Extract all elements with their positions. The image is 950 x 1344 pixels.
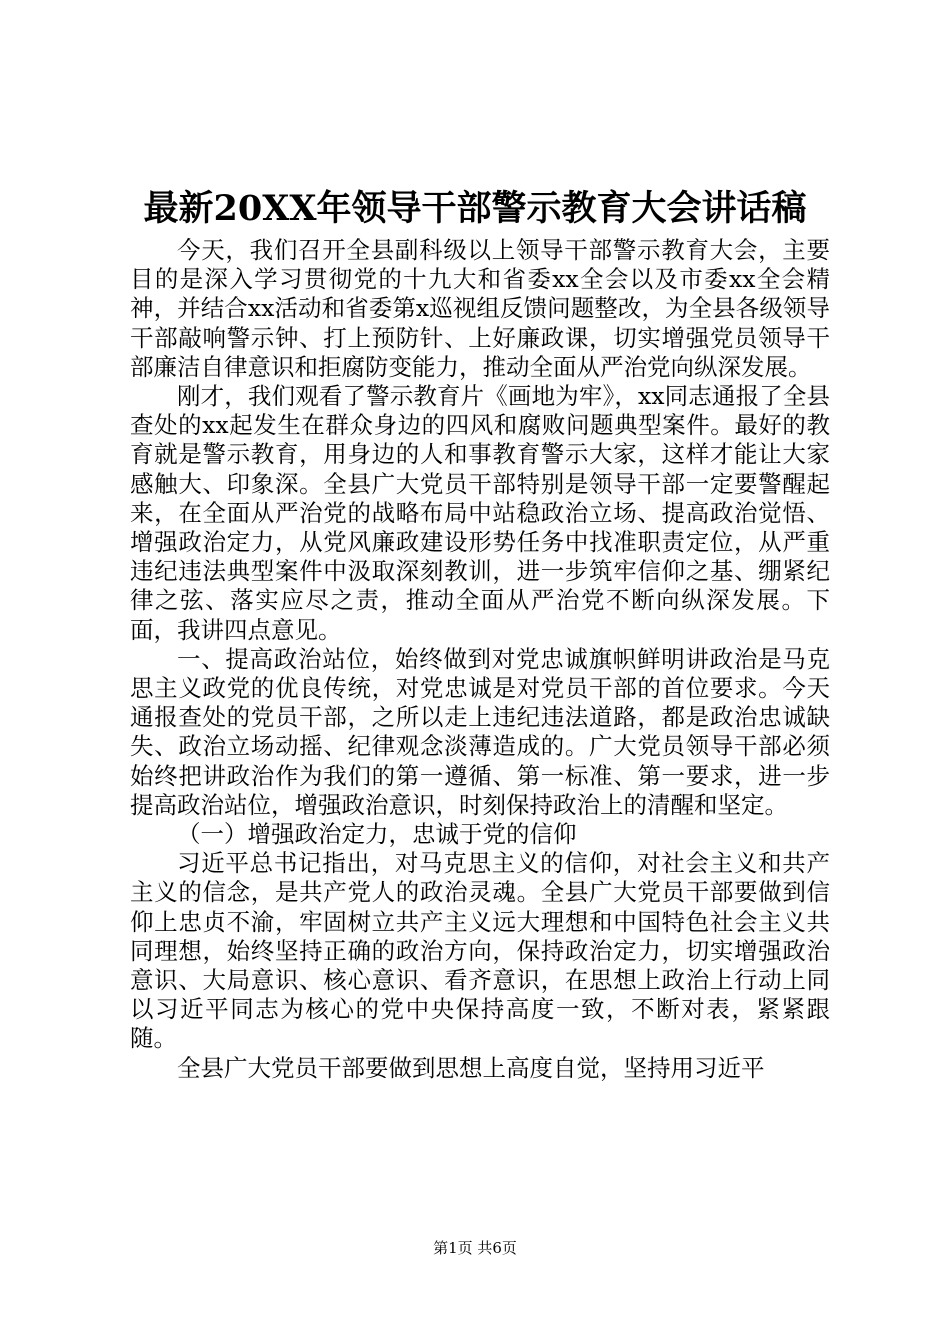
paragraph-faith: 习近平总书记指出，对马克思主义的信仰，对社会主义和共产主义的信念，是共产党人的政治灵魂。全县广大党员干部要做到信仰上忠贞不渝，牢固树立共产主义远大理想和中国特色社会主义共同理想，始终坚持正确的政治方向，保持政治定力，切实增强政治意识、大局意识、核心意识、看齐意识，在思想上政治上行动上同以习近平同志为核心的党中央保持高度一致，不断对表，紧紧跟随。 xyxy=(130,849,830,1053)
paragraph-section-one: 一、提高政治站位，始终做到对党忠诚旗帜鲜明讲政治是马克思主义政党的优良传统，对党忠诚是对党员干部的首位要求。今天通报查处的党员干部，之所以走上违纪违法道路，都是政治忠诚缺失、政治立场动摇、纪律观念淡薄造成的。广大党员领导干部必须始终把讲政治作为我们的第一遵循、第一标准、第一要求，进一步提高政治站位，增强政治意识，时刻保持政治上的清醒和坚定。 xyxy=(130,644,830,819)
paragraph-warning-film: 刚才，我们观看了警示教育片《画地为牢》，xx同志通报了全县查处的xx起发生在群众身边的四风和腐败问题典型案件。最好的教育就是警示教育，用身边的人和事教育警示大家，这样才能让大家感触大、印象深。全县广大党员干部特别是领导干部一定要警醒起来，在全面从严治党的战略布局中站稳政治立场、提高政治觉悟、增强政治定力，从党风廉政建设形势任务中找准职责定位，从严重违纪违法典型案件中汲取深刻教训，进一步筑牢信仰之基、绷紧纪律之弦、落实应尽之责，推动全面从严治党不断向纵深发展。下面，我讲四点意见。 xyxy=(130,382,830,644)
document-title: 最新20XX年领导干部警示教育大会讲话稿 xyxy=(143,188,807,229)
paragraph-continued: 全县广大党员干部要做到思想上高度自觉，坚持用习近平 xyxy=(177,1053,765,1082)
document-body xyxy=(130,236,830,1083)
paragraph-intro: 今天，我们召开全县副科级以上领导干部警示教育大会，主要目的是深入学习贯彻党的十九大和省委xx全会以及市委xx全会精神，并结合xx活动和省委第x巡视组反馈问题整改，为全县各级领导干部敲响警示钟、打上预防针、上好廉政课，切实增强党员领导干部廉洁自律意识和拒腐防变能力，推动全面从严治党向纵深发展。 xyxy=(130,236,830,381)
paragraph-subsection-heading: （一）增强政治定力，忠诚于党的信仰 xyxy=(177,820,577,849)
page-footer: 第1页 共6页 xyxy=(433,1239,517,1257)
